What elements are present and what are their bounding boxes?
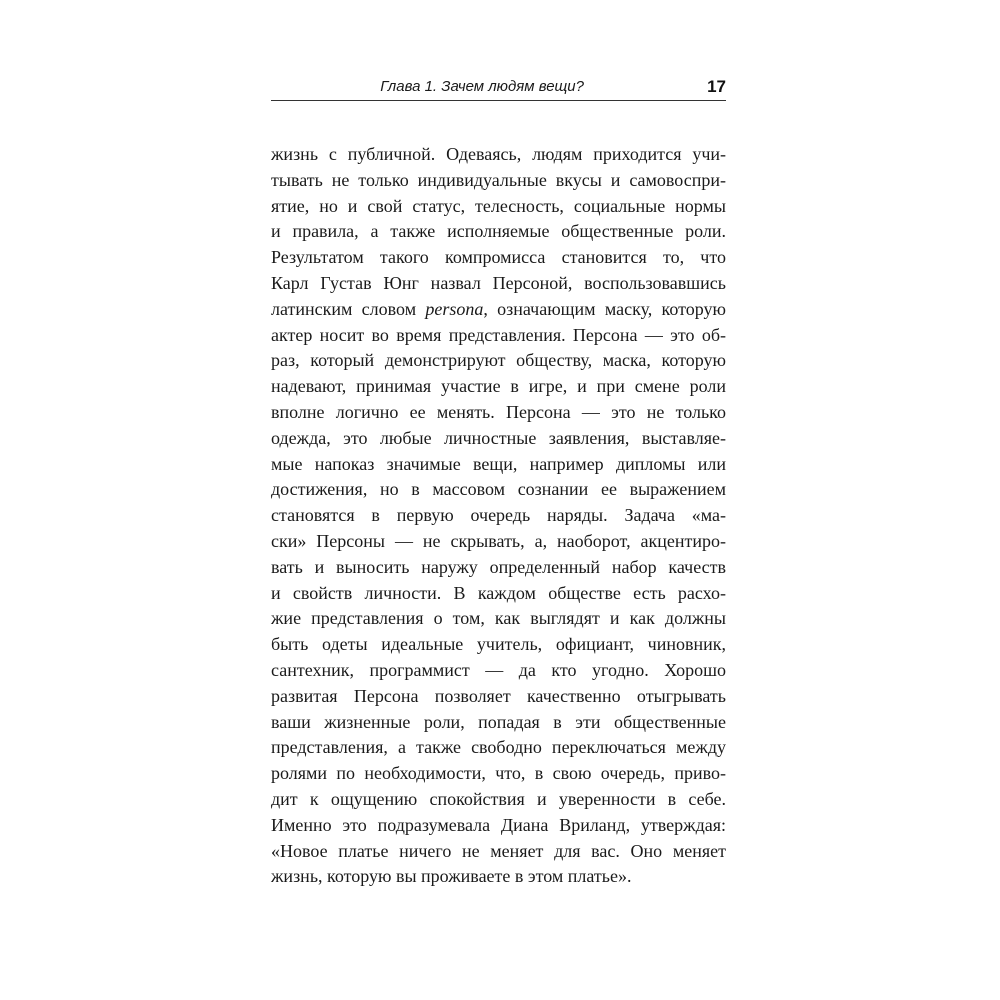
page-number: 17 [707, 77, 726, 96]
text-line: вать и выносить наружу определенный набор качеств [271, 556, 726, 577]
running-header [271, 73, 726, 101]
text-line: Именно это подразумевала Диана Вриланд, утверждая: [271, 814, 726, 835]
text-line: Результатом такого компромисса становится то, что [271, 247, 726, 268]
text-line: сантехник, программист — да кто угодно. Хорошо [271, 659, 726, 680]
text-line: мые напоказ значимые вещи, например дипломы или [271, 453, 726, 474]
text-line: латинским словом persona, означающим маску, которую [271, 298, 726, 319]
text-line: надевают, принимая участие в игре, и при смене роли [271, 376, 726, 397]
text-line: Карл Густав Юнг назвал Персоной, воспользовавшись [271, 272, 726, 293]
header-rule [271, 100, 726, 101]
text-line: жизнь, которую вы проживаете в этом платье». [271, 866, 632, 887]
text-line: достижения, но в массовом сознании ее выражением [271, 479, 726, 500]
text-line: раз, который демонстрируют обществу, маска, которую [271, 350, 726, 371]
text-line: ски» Персоны — не скрывать, а, наоборот, акцентиро- [271, 530, 726, 551]
chapter-title: Глава 1. Зачем людям вещи? [380, 78, 584, 95]
text-line: жизнь с публичной. Одеваясь, людям приходится учи- [271, 144, 726, 164]
text-line: жие представления о том, как выглядят и как должны [271, 608, 726, 629]
text-line: развитая Персона позволяет качественно отыгрывать [271, 685, 726, 706]
text-line: дит к ощущению спокойствия и уверенности в себе. [271, 788, 726, 809]
text-line: и свойств личности. В каждом обществе есть расхо- [271, 582, 726, 603]
text-line: становятся в первую очередь наряды. Задача «ма- [271, 505, 726, 526]
text-line: ятие, но и свой статус, телесность, социальные нормы [271, 195, 726, 216]
text-line: быть одеты идеальные учитель, официант, чиновник, [271, 634, 726, 655]
text-line: и правила, а также исполняемые общественные роли. [271, 221, 726, 242]
text-line: представления, а также свободно переключаться между [271, 737, 726, 758]
text-line: актер носит во время представления. Персона — это об- [271, 324, 726, 345]
italic-term: persona [425, 298, 484, 319]
text-line: одежда, это любые личностные заявления, выставляе- [271, 427, 726, 448]
text-line: «Новое платье ничего не меняет для вас. Оно меняет [271, 840, 726, 861]
text-line: ролями по необходимости, что, в свою очередь, приво- [271, 763, 726, 784]
text-line: тывать не только индивидуальные вкусы и самовоспри- [271, 169, 726, 190]
text-line: ваши жизненные роли, попадая в эти общественные [271, 711, 726, 732]
body-text [271, 142, 726, 890]
text-line: вполне логично ее менять. Персона — это не только [271, 401, 726, 422]
